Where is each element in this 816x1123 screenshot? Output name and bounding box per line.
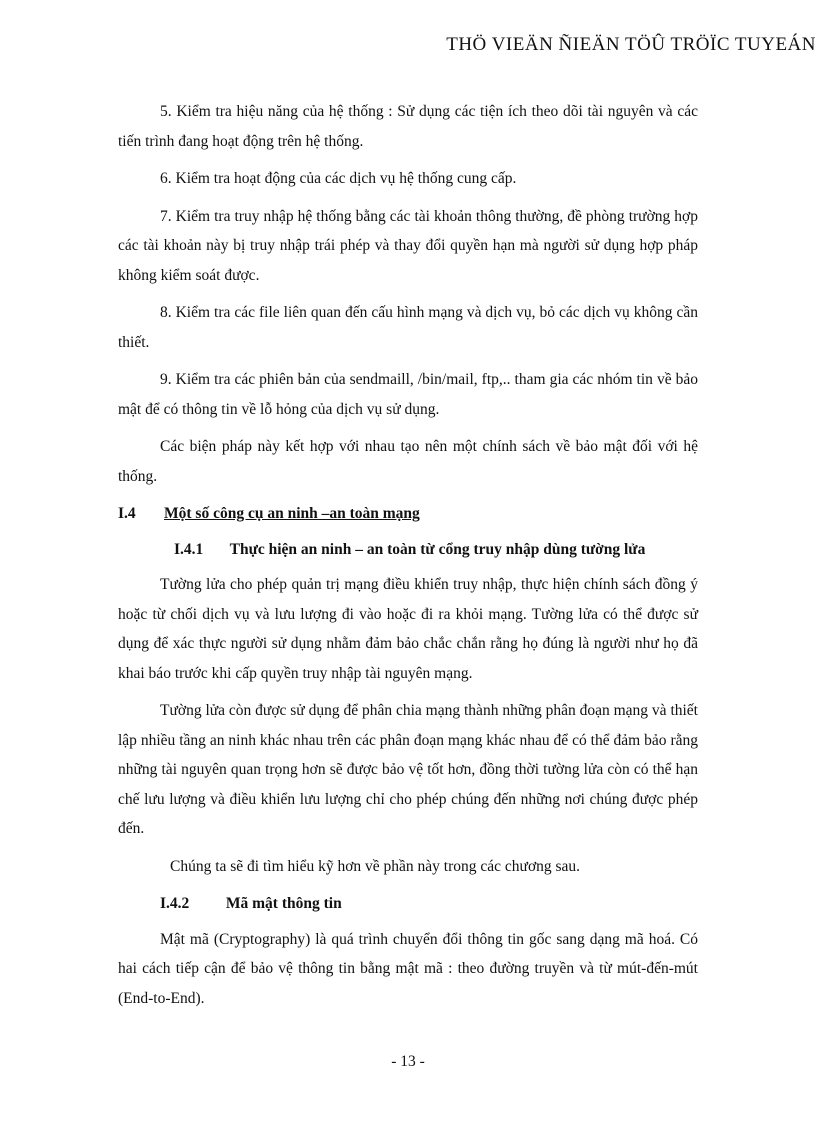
section-title: Một số công cụ an ninh –an toàn mạng	[164, 505, 420, 522]
section-number: I.4.2	[160, 895, 190, 912]
paragraph-item-7: 7. Kiểm tra truy nhập hệ thống bằng các tài khoản thông thường, đề phòng trường hợp các tài khoản này bị truy nhập trái phép và thay đổi quyền hạn mà người sử dụng hợp pháp không kiểm soát được.	[118, 207, 698, 284]
section-number: I.4	[118, 505, 136, 522]
section-heading-1-4-2	[160, 889, 698, 919]
paragraph-summary: Các biện pháp này kết hợp với nhau tạo nên một chính sách về bảo mật đối với hệ thống.	[118, 438, 698, 485]
paragraph-firewall-3: Chúng ta sẽ đi tìm hiểu kỹ hơn về phần này trong các chương sau.	[170, 857, 581, 875]
page-body	[118, 97, 698, 1021]
section-heading-1-4-1	[174, 535, 698, 565]
paragraph-item-8: 8. Kiểm tra các file liên quan đến cấu hình mạng và dịch vụ, bỏ các dịch vụ không cần thiết.	[118, 304, 698, 351]
paragraph-cryptography: Mật mã (Cryptography) là quá trình chuyển đổi thông tin gốc sang dạng mã hoá. Có hai cách tiếp cận để bảo vệ thông tin bằng mật mã : theo đường truyền và từ mút-đến-mút (End-to-End).	[118, 930, 698, 1007]
paragraph-item-9: 9. Kiểm tra các phiên bản của sendmaill, /bin/mail, ftp,.. tham gia các nhóm tin về bảo mật để có thông tin về lỗ hỏng của dịch vụ sử dụng.	[118, 371, 698, 418]
paragraph-firewall-1: Tường lửa cho phép quản trị mạng điều khiển truy nhập, thực hiện chính sách đồng ý hoặc từ chối dịch vụ và lưu lượng đi vào hoặc đi ra khỏi mạng. Tường lửa có thể được sử dụng để xác thực người sử dụng nhằm đảm bảo chắc chắn rằng họ đúng là người như họ đã khai báo trước khi cấp quyền truy nhập tài nguyên mạng.	[118, 576, 698, 682]
paragraph-item-6: 6. Kiểm tra hoạt động của các dịch vụ hệ thống cung cấp.	[160, 170, 517, 187]
section-title: Thực hiện an ninh – an toàn từ cổng truy nhập dùng tường lửa	[229, 540, 646, 558]
section-title: Mã mật thông tin	[225, 895, 342, 912]
paragraph-item-5: 5. Kiểm tra hiệu năng của hệ thống : Sử dụng các tiện ích theo dõi tài nguyên và các tiến trình đang hoạt động trên hệ thống.	[118, 103, 698, 150]
paragraph-firewall-2: Tường lửa còn được sử dụng để phân chia mạng thành những phân đoạn mạng và thiết lập nhiều tầng an ninh khác nhau trên các phân đoạn mạng khác nhau để có thể đảm bảo rằng những tài nguyên quan trọng hơn sẽ được bảo vệ tốt hơn, đồng thời tường lửa còn có thể hạn chế lưu lượng và điều khiển lưu lượng chỉ cho phép chúng đến những nơi chúng được phép đến.	[118, 702, 698, 837]
section-heading-1-4	[118, 499, 698, 529]
running-header: THÖ VIEÄN ÑIEÄN TÖÛ TRÖÏC TUYEÁN	[446, 34, 816, 55]
section-number: I.4.1	[174, 540, 204, 558]
page-number: - 13 -	[391, 1053, 425, 1070]
